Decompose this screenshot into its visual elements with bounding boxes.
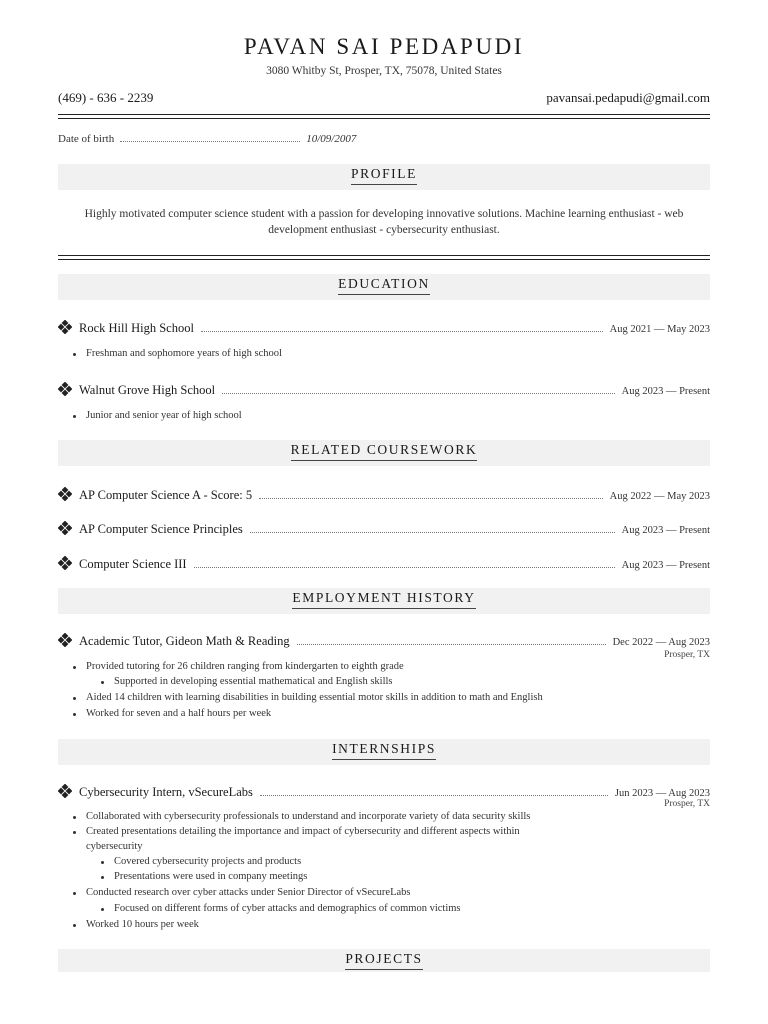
dotted-leader	[259, 490, 603, 499]
contact-row	[58, 90, 710, 106]
education-entry	[58, 380, 710, 398]
email: pavansai.pedapudi@gmail.com	[546, 90, 710, 105]
profile-divider-top	[58, 255, 710, 256]
internship-entry	[58, 782, 710, 800]
dotted-leader	[260, 787, 608, 796]
sub-bullet-item: Presentations were used in company meetings	[114, 871, 308, 882]
dotted-leader	[250, 524, 615, 533]
entry-title: Walnut Grove High School	[79, 383, 216, 397]
section-title: INTERNSHIPS	[332, 740, 436, 760]
diamond-bullet-icon	[58, 784, 72, 798]
candidate-name: PAVAN SAI PEDAPUDI	[243, 34, 525, 59]
entry-date: Aug 2023 — Present	[621, 386, 710, 397]
bullet-item: Worked for seven and a half hours per week	[86, 708, 272, 719]
bullet-item: Conducted research over cyber attacks under Senior Director of vSecureLabs	[86, 887, 411, 898]
section-title: PROFILE	[351, 165, 417, 185]
section-heading-profile	[58, 164, 710, 190]
bullet-item: Junior and senior year of high school	[86, 410, 242, 421]
phone: (469) - 636 - 2239	[58, 90, 154, 105]
entry-title: Cybersecurity Intern, vSecureLabs	[79, 785, 253, 799]
entry-date: Jun 2023 — Aug 2023	[614, 788, 710, 799]
entry-date: Aug 2022 — May 2023	[609, 491, 710, 502]
entry-title: AP Computer Science Principles	[79, 522, 243, 536]
sub-bullet-item: Supported in developing essential mathematical and English skills	[114, 676, 393, 687]
profile-divider-bottom	[58, 259, 710, 260]
diamond-bullet-icon	[58, 320, 72, 334]
entry-date: Aug 2023 — Present	[621, 525, 710, 536]
bullet-continuation: cybersecurity	[86, 841, 143, 852]
section-heading-internships	[58, 739, 710, 765]
bullet-item: Created presentations detailing the importance and impact of cybersecurity and different aspects within	[86, 826, 520, 837]
entry-date: Aug 2023 — Present	[621, 560, 710, 571]
bullet-item: Collaborated with cybersecurity professionals to understand and incorporate variety of data security skills	[86, 811, 531, 822]
dotted-leader	[297, 636, 606, 645]
bullet-item: Worked 10 hours per week	[86, 919, 199, 930]
section-heading-coursework	[58, 440, 710, 466]
dotted-leader	[222, 385, 614, 394]
diamond-bullet-icon	[58, 521, 72, 535]
entry-title: AP Computer Science A - Score: 5	[79, 488, 253, 502]
header-divider-top	[58, 114, 710, 115]
coursework-entry	[58, 485, 710, 503]
section-heading-projects	[58, 949, 710, 972]
diamond-bullet-icon	[58, 382, 72, 396]
entry-location: Prosper, TX	[664, 650, 710, 660]
bullet-item: Provided tutoring for 26 children ranging from kindergarten to eighth grade	[86, 661, 404, 672]
dotted-leader	[194, 559, 615, 568]
dotted-leader	[120, 132, 300, 142]
dob-value: 10/09/2007	[306, 133, 357, 145]
section-title: PROJECTS	[345, 950, 422, 970]
coursework-entry	[58, 519, 710, 537]
dotted-leader	[201, 323, 603, 332]
entry-date: Dec 2022 — Aug 2023	[612, 637, 710, 648]
entry-location: Prosper, TX	[664, 799, 710, 809]
profile-summary: Highly motivated computer science student with a passion for developing innovative solutions. Machine learning enthusiast - web development enthusiast - cybersecurity enthusiast.	[84, 208, 684, 236]
coursework-entry	[58, 554, 710, 572]
date-of-birth-row	[58, 132, 358, 145]
entry-date: Aug 2021 — May 2023	[609, 324, 710, 335]
header-divider-bottom	[58, 118, 710, 119]
section-title: EDUCATION	[338, 275, 430, 295]
address: 3080 Whitby St, Prosper, TX, 75078, United States	[266, 65, 502, 77]
bullet-item: Aided 14 children with learning disabilities in building essential motor skills in addition to math and English	[86, 692, 543, 703]
entry-title: Computer Science III	[79, 557, 187, 571]
diamond-bullet-icon	[58, 556, 72, 570]
diamond-bullet-icon	[58, 487, 72, 501]
education-entry	[58, 318, 710, 336]
employment-entry	[58, 631, 710, 649]
section-heading-employment	[58, 588, 710, 614]
bullet-item: Freshman and sophomore years of high school	[86, 348, 282, 359]
sub-bullet-item: Covered cybersecurity projects and products	[114, 856, 302, 867]
dob-label: Date of birth	[58, 133, 115, 145]
entry-title: Rock Hill High School	[79, 321, 194, 335]
diamond-bullet-icon	[58, 633, 72, 647]
section-heading-education	[58, 274, 710, 300]
sub-bullet-item: Focused on different forms of cyber attacks and demographics of common victims	[114, 903, 461, 914]
section-title: EMPLOYMENT HISTORY	[292, 589, 475, 609]
section-title: RELATED COURSEWORK	[291, 441, 478, 461]
entry-title: Academic Tutor, Gideon Math & Reading	[79, 634, 290, 648]
